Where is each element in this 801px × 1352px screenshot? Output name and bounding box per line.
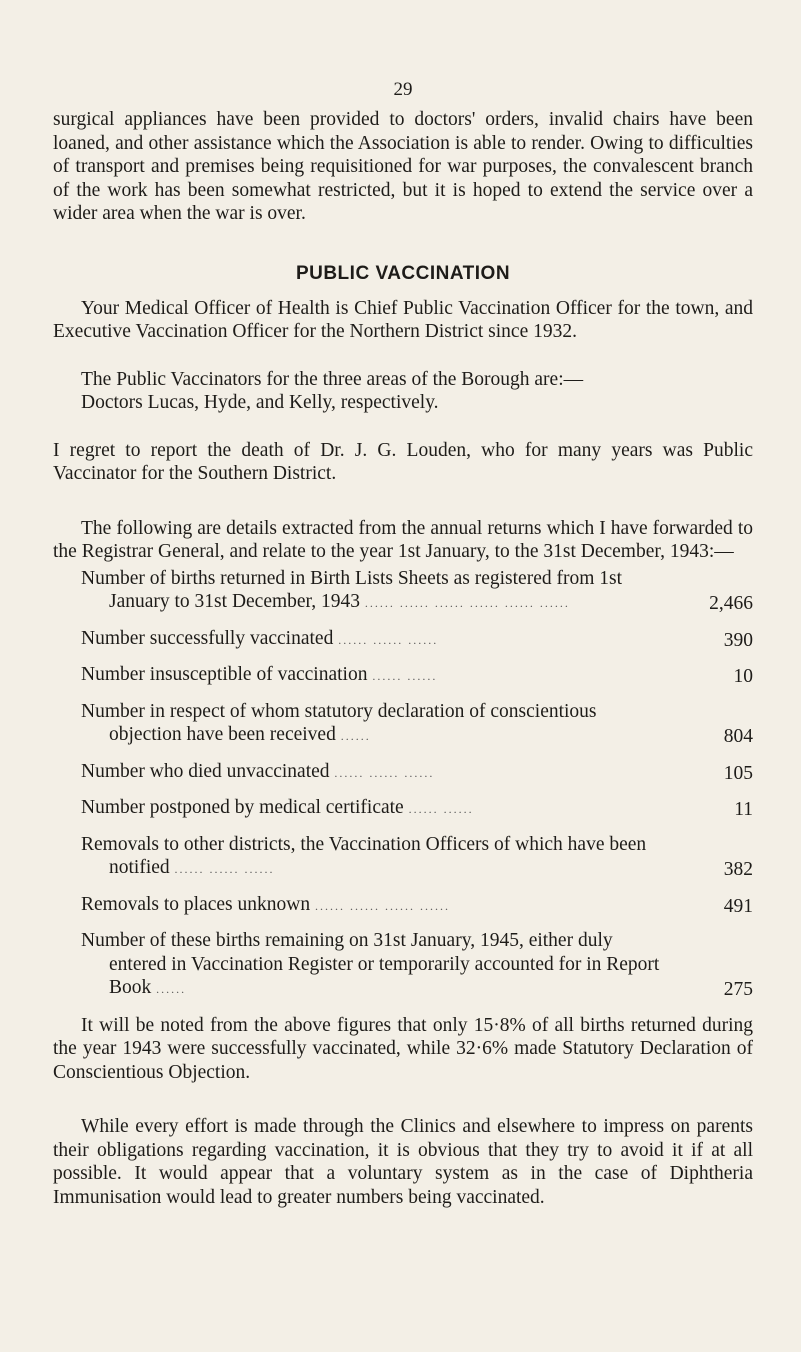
- row-value: 382: [723, 859, 753, 880]
- page-number: 29: [393, 79, 413, 100]
- leader-dots: ......: [156, 982, 187, 996]
- row-label: Number successfully vaccinated: [81, 627, 334, 649]
- table-row: [81, 627, 753, 653]
- row-label: Removals to other districts, the Vaccination Officers of which have been notified: [81, 833, 647, 878]
- table-row: [81, 663, 753, 689]
- table-row: [81, 760, 753, 786]
- regret-paragraph: I regret to report the death of Dr. J. G. Louden, who for many years was Public Vaccinator for the Southern District.: [53, 439, 753, 484]
- vaccination-returns-table: [81, 567, 753, 1002]
- leader-dots: ......: [340, 729, 371, 743]
- vaccinators-paragraph: The Public Vaccinators for the three areas of the Borough are:—: [81, 368, 584, 390]
- officer-paragraph: Your Medical Officer of Health is Chief Public Vaccination Officer for the town, and Executive Vaccination Officer for the Northern District since 1932.: [53, 297, 753, 342]
- row-label: Number of these births remaining on 31st January, 1945, either duly entered in Vaccination Register or temporarily accounted for in Report Book: [81, 930, 660, 998]
- document-page: [53, 80, 753, 1209]
- details-paragraph: The following are details extracted from the annual returns which I have forwarded to the Registrar General, and relate to the year 1st January, to the 31st December, 1943:—: [53, 517, 753, 562]
- row-value: 275: [723, 979, 753, 1000]
- row-value: 390: [723, 629, 753, 651]
- table-row: [81, 796, 753, 822]
- row-label: Removals to places unknown: [81, 893, 311, 915]
- row-label: Number who died unvaccinated: [81, 760, 330, 782]
- doctors-line: Doctors Lucas, Hyde, and Kelly, respectively.: [81, 392, 439, 413]
- table-row: [81, 567, 753, 616]
- effort-paragraph: While every effort is made through the Clinics and elsewhere to impress on parents their obligations regarding vaccination, it is obvious that they try to avoid it if at all possible. It would appear that a voluntary system as in the case of Diphtheria Immunisation would lead to greater numbers being vaccinated.: [53, 1116, 753, 1208]
- noted-paragraph: It will be noted from the above figures that only 15·8% of all births returned during the year 1943 were successfully vaccinated, while 32·6% made Statutory Declaration of Conscientious Objection.: [53, 1014, 753, 1083]
- table-row: [81, 833, 753, 882]
- leader-dots: ...... ...... ...... ......: [314, 898, 450, 913]
- leader-dots: ...... ...... ......: [334, 765, 435, 780]
- leader-dots: ...... ...... ......: [174, 862, 275, 876]
- row-label: Number postponed by medical certificate: [81, 797, 404, 818]
- table-row: [81, 893, 753, 919]
- intro-paragraph: surgical appliances have been provided to doctors' orders, invalid chairs have been loaned, and other assistance which the Association is able to render. Owing to difficulties of transport and premises being requisitioned for war purposes, the convalescent branch of the work has been somewhat restricted, but it is hoped to extend the service over a wider area when the war is over.: [53, 109, 753, 224]
- row-value: 10: [733, 666, 753, 687]
- row-value: 105: [723, 762, 753, 784]
- row-value: 2,466: [709, 593, 753, 614]
- row-value: 804: [723, 726, 753, 747]
- leader-dots: ...... ...... ...... ...... ...... ......: [364, 596, 570, 610]
- section-heading: PUBLIC VACCINATION: [295, 262, 511, 284]
- table-row: [81, 929, 753, 1002]
- leader-dots: ...... ......: [408, 802, 474, 816]
- row-value: 11: [734, 799, 753, 820]
- leader-dots: ...... ...... ......: [338, 632, 439, 647]
- row-value: 491: [723, 895, 753, 917]
- row-label: Number insusceptible of vaccination: [81, 664, 368, 685]
- row-label: Number in respect of whom statutory declaration of conscientious objection have been received: [81, 700, 597, 745]
- table-row: [81, 700, 753, 749]
- row-label: Number of births returned in Birth Lists Sheets as registered from 1st January to 31st December, 1943: [81, 567, 623, 612]
- leader-dots: ...... ......: [372, 669, 438, 683]
